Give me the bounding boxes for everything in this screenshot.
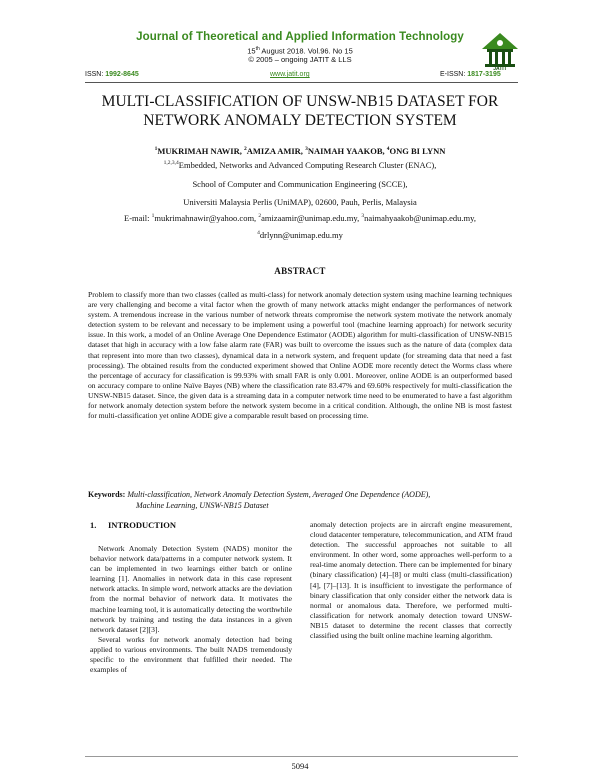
keywords-line1: Multi-classification, Network Anomaly Detection System, Averaged One Dependence (AODE), — [127, 490, 431, 499]
issue-info: 15th August 2018. Vol.96. No 15 — [247, 46, 353, 56]
header-divider — [85, 82, 518, 83]
jatit-logo — [478, 27, 522, 69]
affiliation-line1: $^{1,2,3,4}$Embedded, Networks and Advanced Computing Research Cluster (ENAC), — [163, 160, 437, 170]
keywords — [88, 489, 512, 511]
affiliation-line2: School of Computer and Communication Engineering (SCCE), — [192, 179, 408, 189]
email-line2: $^4$drlynn@unimap.edu.my — [257, 230, 343, 240]
section-heading-introduction: 1. INTRODUCTION — [90, 520, 177, 530]
footer-divider — [85, 756, 518, 757]
intro-paragraph-2: Several works for network anomaly detection had being applied to various environments. The built NADS tremendously specific to the environment that fulfilled their needed. The examples of — [90, 634, 292, 675]
journal-title: Journal of Theoretical and Applied Information Technology — [136, 31, 464, 43]
paper-title: MULTI-CLASSIFICATION OF UNSW-NB15 DATASET FOR NETWORK ANOMALY DETECTION SYSTEM — [101, 93, 499, 129]
keywords-line2: Machine Learning, UNSW-NB15 Dataset — [136, 501, 269, 510]
keywords-label: Keywords: — [88, 490, 126, 499]
authors: $^1$MUKRIMAH NAWIR, $^2$AMIZA AMIR, $^3$NAIMAH YAAKOB, $^4$ONG BI LYNN — [154, 146, 446, 156]
jatit-logo-icon — [478, 27, 522, 69]
email-line: E-mail: $^1$mukrimahnawir@yahoo.com, $^2$amizaamir@unimap.edu.my, $^3$naimahyaakob@unimap.edu.my, — [124, 213, 476, 223]
intro-paragraph-3: anomaly detection projects are in aircraft engine measurement, cloud datacenter temperature, telecommunication, and ATM fraud detection. The successful approaches not suitable to all environment. In other word, some approaches well-perform to a real-time anomaly detection. There can be implemented for binary (binary classification) [4]–[8] or multi class (multi-classification) [4], [7]–[13]. It is insufficient to investigate the performance of binary classification that only consider either the network data is normal or anomalous data. Therefore, we performed multi-classification for network anomaly detection toward UNSW-NB15 dataset to determine the recent classes that correctly classified using the built online machine learning algorithm. — [310, 520, 512, 641]
logo-text: JATIT — [493, 66, 507, 72]
issn: ISSN: 1992-8645 — [85, 71, 139, 78]
abstract-heading: ABSTRACT — [274, 266, 326, 276]
left-column — [90, 544, 292, 675]
intro-paragraph-1: Network Anomaly Detection System (NADS) monitor the behavior network data/patterns in a computer network system. It can be implemented in two learnings either batch or online learning [1]. Anomalies in network data in this case represent network attacks. In simple word, network attacks are the deviation from the normal behavior of network data. It motivates the machine learning tool, it is automatically detecting the worthwhile network by training and testing the data instances in a given network dataset [2][3]. — [90, 544, 292, 634]
copyright: © 2005 – ongoing JATIT & LLS — [248, 55, 352, 64]
abstract-text: Problem to classify more than two classes (called as multi-class) for network anomaly detection system using machine learning techniques are very challenging and become a vital factor when the growth of many network attacks might endanger the performances of network system. A tremendous increase in the various number of network threats compromise the network system motivate the network anomaly detection system to be relevant and necessary to be implement using a powerful tool (machine learning approach) for network security issue. In this work, a model of an Online Average One Dependence Estimator (AODE) algorithm for multi-classification of UNSW-NB15 dataset that high in accuracy with a low false alarm rate (FAR) was built to overcome the issues such as the nature of data (complex data that represent into more than two classes), dynamical data in a network system, and frequent update (for streaming data that need a fast processing). The obtained results from the conducted experiment showed that Online AODE more recently detect the Worms class where the percentage of accuracy for classification is 99.93% with small FAR is only 0.001. Moreover, online AODE is an outperformed based on accuracy compare to online Naïve Bayes (NB) where the classification rate 83.47% and 69.60% respectively for multi-classification the UNSW-NB15 dataset. Since, the given data is a streaming data in a computer network time need to be enumerated to have a fast algorithm for network anomaly detection system before the network system become in a critical condition. Although, the online NB is most fastest for multi-classification yet online AODE give a comparable result based on processing time. — [88, 290, 512, 421]
affiliation-line3: Universiti Malaysia Perlis (UniMAP), 02600, Pauh, Perlis, Malaysia — [183, 197, 417, 207]
page-number: 5094 — [291, 761, 309, 771]
website-link[interactable]: www.jatit.org — [270, 71, 310, 78]
eissn: E-ISSN: 1817-3195 — [440, 71, 501, 78]
right-column — [310, 520, 512, 641]
